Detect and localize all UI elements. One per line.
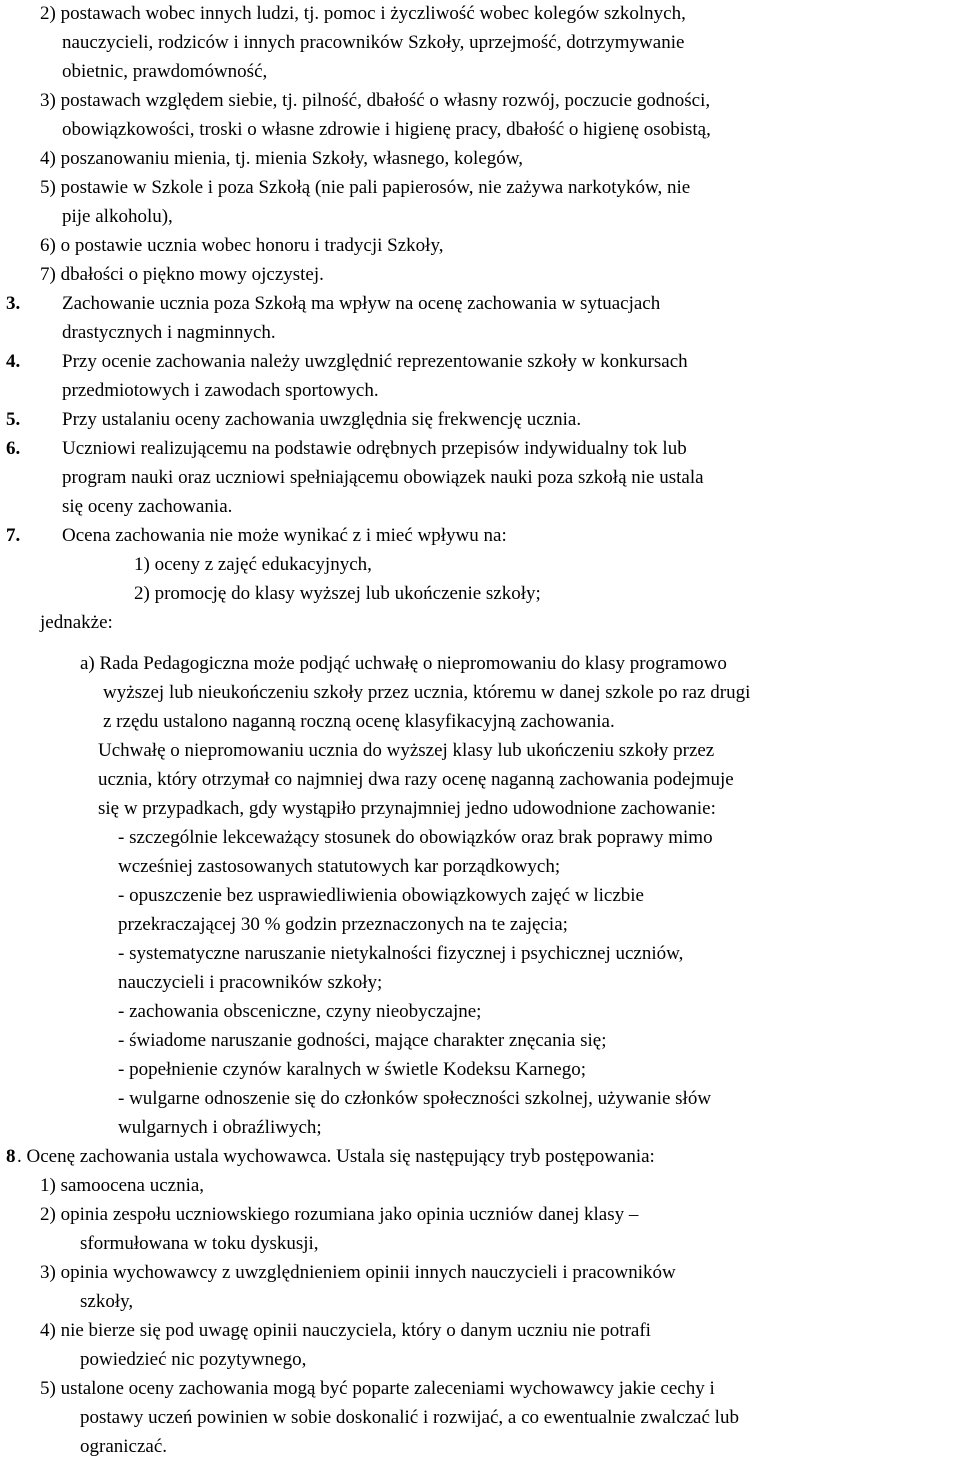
- step-5-line-1: 5) ustalone oceny zachowania mogą być poparte zaleceniami wychowawcy jakie cechy i: [40, 1378, 715, 1399]
- dash-item-1-line-2: wcześniej zastosowanych statutowych kar porządkowych;: [118, 856, 561, 877]
- step-5-line-2: postawy uczeń powinien w sobie doskonalić i rozwijać, a co ewentualnie zwalczać lub: [80, 1407, 739, 1428]
- dash-item-3-line-2: nauczycieli i pracowników szkoły;: [118, 972, 383, 993]
- point-4-line-1: Przy ocenie zachowania należy uwzględnić reprezentowanie szkoły w konkursach: [62, 351, 688, 372]
- item-2-line-2: nauczycieli, rodziców i innych pracowników Szkoły, uprzejmość, dotrzymywanie: [62, 32, 685, 53]
- resolution-line-2: ucznia, który otrzymał co najmniej dwa razy ocenę naganną zachowania podejmuje: [98, 769, 734, 790]
- point-3-line-2: drastycznych i nagminnych.: [62, 322, 276, 343]
- dash-item-4-line-1: - zachowania obsceniczne, czyny nieobyczajne;: [118, 1001, 482, 1022]
- step-2-line-1: 2) opinia zespołu uczniowskiego rozumiana jako opinia uczniów danej klasy –: [40, 1204, 639, 1225]
- resolution-line-1: Uchwałę o niepromowaniu ucznia do wyższej klasy lub ukończeniu szkoły przez: [98, 740, 715, 761]
- dash-item-7-line-1: - wulgarne odnoszenie się do członków społeczności szkolnej, używanie słów: [118, 1088, 712, 1109]
- item-5-line-1: 5) postawie w Szkole i poza Szkołą (nie pali papierosów, nie zażywa narkotyków, nie: [40, 177, 691, 198]
- point-8-line-1: . Ocenę zachowania ustala wychowawca. Ustala się następujący tryb postępowania:: [17, 1146, 655, 1167]
- step-1: 1) samoocena ucznia,: [40, 1175, 205, 1196]
- step-3-line-2: szkoły,: [80, 1291, 134, 1312]
- point-7-line-1: Ocena zachowania nie może wynikać z i mieć wpływu na:: [62, 525, 507, 546]
- point-6-number: 6.: [6, 438, 21, 459]
- resolution-line-3: się w przypadkach, gdy wystąpiło przynajmniej jedno udowodnione zachowanie:: [98, 798, 716, 819]
- item-2-line-1: 2) postawach wobec innych ludzi, tj. pomoc i życzliwość wobec kolegów szkolnych,: [40, 3, 686, 24]
- point-6-line-1: Uczniowi realizującemu na podstawie odrębnych przepisów indywidualny tok lub: [62, 438, 687, 459]
- point-7-sub-1: 1) oceny z zajęć edukacyjnych,: [134, 554, 372, 575]
- point-a-line-2: wyższej lub nieukończeniu szkoły przez ucznia, któremu w danej szkole po raz drugi: [103, 682, 751, 703]
- dash-item-5-line-1: - świadome naruszanie godności, mające charakter znęcania się;: [118, 1030, 607, 1051]
- dash-item-3-line-1: - systematyczne naruszanie nietykalności fizycznej i psychicznej uczniów,: [118, 943, 684, 964]
- item-4-line-1: 4) poszanowaniu mienia, tj. mienia Szkoły, własnego, kolegów,: [40, 148, 523, 169]
- point-4-line-2: przedmiotowych i zawodach sportowych.: [62, 380, 379, 401]
- item-7-line-1: 7) dbałości o piękno mowy ojczystej.: [40, 264, 324, 285]
- step-4-line-2: powiedzieć nic pozytywnego,: [80, 1349, 307, 1370]
- point-7-sub-2: 2) promocję do klasy wyższej lub ukończenie szkoły;: [134, 583, 541, 604]
- point-5-line-1: Przy ustalaniu oceny zachowania uwzględnia się frekwencję ucznia.: [62, 409, 582, 430]
- item-6-line-1: 6) o postawie ucznia wobec honoru i tradycji Szkoły,: [40, 235, 444, 256]
- item-3-line-2: obowiązkowości, troski o własne zdrowie i higienę pracy, dbałość o higienę osobistą,: [62, 119, 711, 140]
- step-5-line-3: ograniczać.: [80, 1436, 168, 1457]
- item-2-line-3: obietnic, prawdomówność,: [62, 61, 268, 82]
- item-5-line-2: pije alkoholu),: [62, 206, 173, 227]
- point-3-number: 3.: [6, 293, 21, 314]
- point-6-line-2: program nauki oraz uczniowi spełniającemu obowiązek nauki poza szkołą nie ustala: [62, 467, 704, 488]
- point-3-line-1: Zachowanie ucznia poza Szkołą ma wpływ na ocenę zachowania w sytuacjach: [62, 293, 661, 314]
- dash-item-1-line-1: - szczególnie lekceważący stosunek do obowiązków oraz brak poprawy mimo: [118, 827, 713, 848]
- step-2-line-2: sformułowana w toku dyskusji,: [80, 1233, 319, 1254]
- point-7-jednakze: jednakże:: [40, 612, 113, 633]
- dash-item-2-line-2: przekraczającej 30 % godzin przeznaczonych na te zajęcia;: [118, 914, 568, 935]
- step-4-line-1: 4) nie bierze się pod uwagę opinii nauczyciela, który o danym uczniu nie potrafi: [40, 1320, 651, 1341]
- dash-item-2-line-1: - opuszczenie bez usprawiedliwienia obowiązkowych zajęć w liczbie: [118, 885, 644, 906]
- point-6-line-3: się oceny zachowania.: [62, 496, 233, 517]
- point-5-number: 5.: [6, 409, 21, 430]
- point-a-line-1: a) Rada Pedagogiczna może podjąć uchwałę o niepromowaniu do klasy programowo: [80, 653, 727, 674]
- dash-item-7-line-2: wulgarnych i obraźliwych;: [118, 1117, 322, 1138]
- dash-item-6-line-1: - popełnienie czynów karalnych w świetle Kodeksu Karnego;: [118, 1059, 586, 1080]
- step-3-line-1: 3) opinia wychowawcy z uwzględnieniem opinii innych nauczycieli i pracowników: [40, 1262, 676, 1283]
- item-3-line-1: 3) postawach względem siebie, tj. pilność, dbałość o własny rozwój, poczucie godności,: [40, 90, 711, 111]
- point-8-number: 8: [6, 1146, 16, 1167]
- point-4-number: 4.: [6, 351, 21, 372]
- point-a-line-3: z rzędu ustalono naganną roczną ocenę klasyfikacyjną zachowania.: [103, 711, 615, 732]
- point-7-number: 7.: [6, 525, 21, 546]
